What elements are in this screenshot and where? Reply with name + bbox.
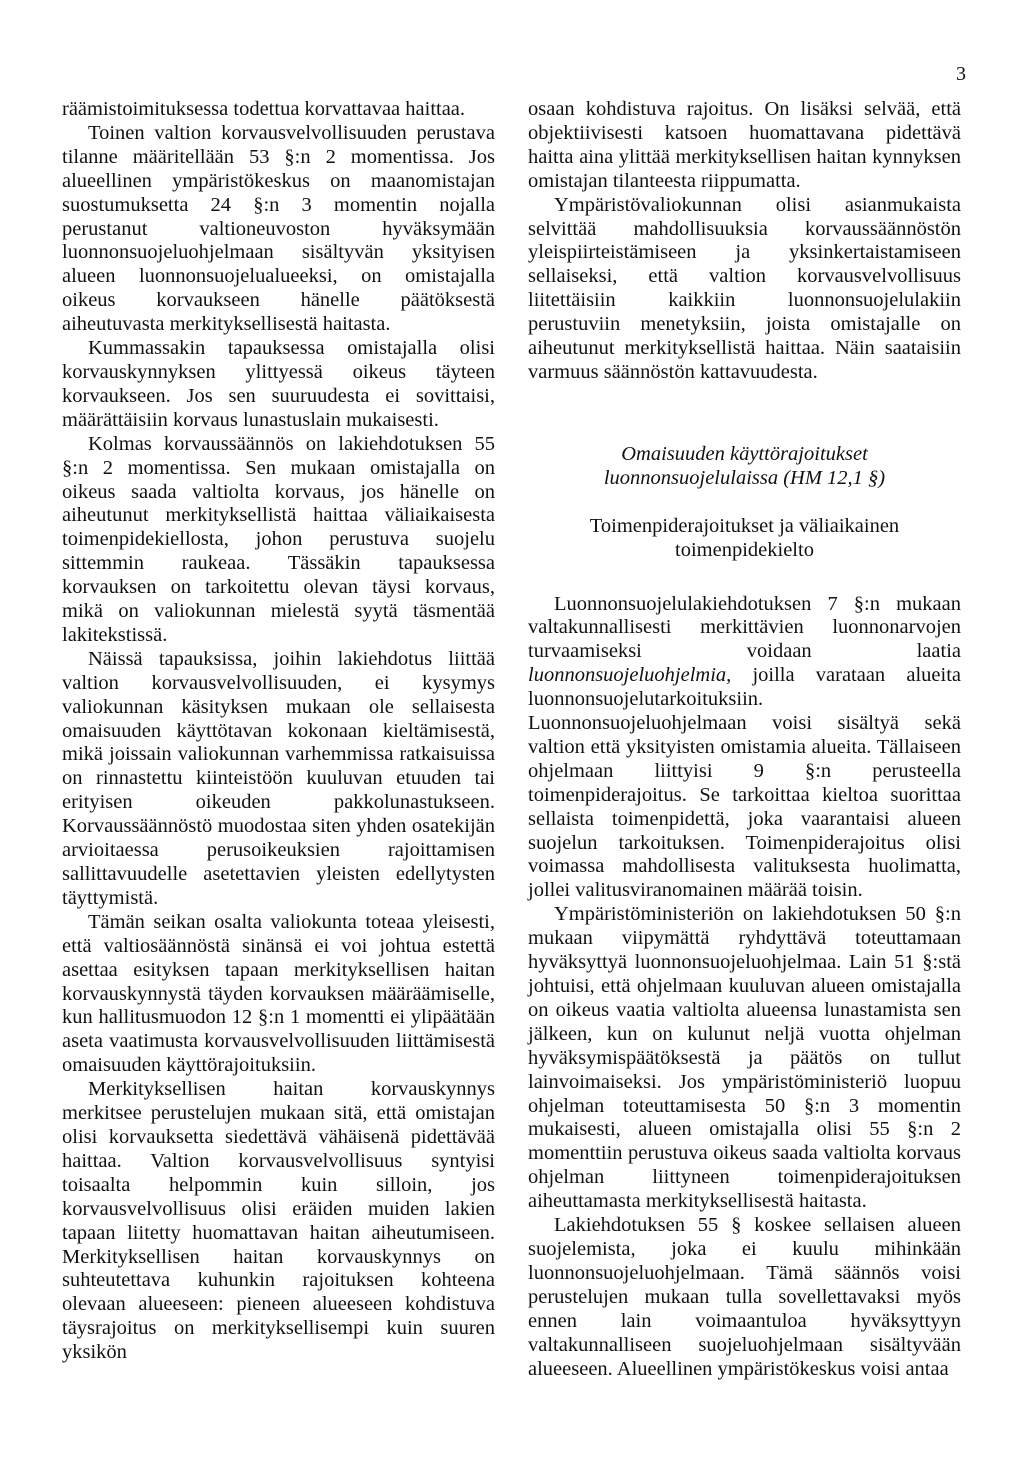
paragraph: räämistoimituksessa todettua korvattavaa haittaa. [62,98,466,120]
section-title: Omaisuuden käyttörajoitukset luonnonsuojelulaissa (HM 12,1 §) [603,442,886,489]
subsection-title: Toimenpiderajoitukset ja väliaikainen toimenpidekielto [589,514,900,561]
paragraph: osaan kohdistuva rajoitus. On lisäksi selvää, että objektiivisesti katsoen huomattavana pidettävä haitta aina ylittää merkityksellisen haitan kynnyksen omistajan tilanteesta riippumatta. [528,98,961,192]
paragraph: Merkityksellisen haitan korvauskynnys merkitsee perustelujen mukaan sitä, että omistajan olisi korvauksetta siedettävä vähäisenä pidettävää haittaa. Valtion korvausvelvollisuus syntyisi toisaalta helpommin kuin silloin, jos korvausvelvollisuus olisi eräiden muiden lakien tapaan liitetty huomattavan haitan aiheutumiseen. Merkityksellisen haitan korvauskynnys on suhteutettava kuhunkin rajoituksen kohteena olevaan alueeseen: pieneen alueeseen kohdistuva täysrajoitus on merkityksellisempi kuin suuren yksikön [62,1078,495,1364]
emphasis-text: luonnonsuojeluohjelmia, [528,664,732,687]
paragraph: Ympäristöministeriön on lakiehdotuksen 50 §:n mukaan viipymättä ryhdyttävä toteuttamaan hyväksyttyä luonnonsuojeluohjelmaa. Lain 51 §:stä johtuisi, että ohjelmaan kuuluvan alueen omistajalla on oikeus vaatia valtiolta alueensa lunastamista sen jälkeen, kun on kulunut neljä vuotta ohjelman hyväksymispäätöksestä ja päätös on tullut lainvoimaiseksi. Jos ympäristöministeriö luopuu ohjelman toteuttamisesta 50 §:n 3 momentin mukaisesti, alueen omistajalla olisi 55 §:n 2 momenttiin perustuva oikeus saada valtiolta korvaus ohjelman liittyneen toimenpiderajoituksen aiheuttamasta merkityksellisestä haitasta. [528,903,961,1213]
paragraph [528,593,961,904]
left-column [62,98,495,1365]
right-column [528,98,961,1381]
paragraph: Näissä tapauksissa, joihin lakiehdotus liittää valtion korvausvelvollisuuden, ei kysymys valiokunnan käsityksen mukaan ole sellaisesta omaisuuden käyttötavan kokonaan kieltämisestä, mikä joissain valiokunnan varhemmissa ratkaisuissa on rinnastettu kiinteistöön kuuluvan etuuden tai erityisen oikeuden pakkolunastukseen. Korvaussäännöstö muodostaa siten yhden osatekijän arvioitaessa perusoikeuksien rajoittamisen sallittavuudelle asetettavien yleisten edellytysten täyttymistä. [62,647,495,909]
paragraph: Ympäristövaliokunnan olisi asianmukaista selvittää mahdollisuuksia korvaussäännöstön yleispiirteistämiseen ja yksinkertaistamiseen sellaiseksi, että valtion korvausvelvollisuus liitettäisiin kaikkiin luonnonsuojelulakiin perustuviin menetyksiin, joista omistajalle on aiheutunut merkityksellistä haittaa. Näin saataisiin varmuus säännöstön kattavuudesta. [528,193,961,383]
paragraph: Tämän seikan osalta valiokunta toteaa yleisesti, että valtiosäännöstä sinänsä ei voi johtua estettä asettaa esityksen tapaan merkityksellisen haitan korvauskynnystä täyden korvauksen määräämiselle, kun hallitusmuodon 12 §:n 1 momentti ei ylipäätään aseta vaatimusta korvausvelvollisuuden liittämisestä omaisuuden käyttörajoituksiin. [62,910,495,1077]
page-number: 3 [956,63,966,85]
paragraph: Kolmas korvaussäännös on lakiehdotuksen 55 §:n 2 momentissa. Sen mukaan omistajalla on oikeus saada valtiolta korvaus, jos hänelle on aiheutunut merkityksellistä haittaa väliaikaisesta toimenpidekiellosta, johon perustuva suojelu sittemmin raukeaa. Tässäkin tapauksessa korvauksen on tarkoitettu olevan täysi korvaus, mikä on valiokunnan mielestä syytä täsmentää lakitekstissä. [62,432,495,646]
paragraph: Lakiehdotuksen 55 § koskee sellaisen alueen suojelemista, joka ei kuulu mihinkään luonnonsuojeluohjelmaan. Tämä säännös voisi perustelujen mukaan tulla sovellettavaksi myös ennen lain voimaantuloa hyväksyttyyn valtakunnalliseen suojeluohjelmaan sisältyvään alueeseen. Alueellinen ympäristökeskus voisi antaa [528,1214,961,1380]
text-run: Luonnonsuojelulakiehdotuksen 7 §:n mukaan valtakunnallisesti merkittävien luonnonarvojen turvaamiseksi voidaan laatia [528,592,961,663]
text-run: joilla varataan alueita luonnonsuojelutarkoituksiin. Luonnonsuojeluohjelmaan voisi sisältyä sekä valtion että yksityisten omistamia alueita. Tällaiseen ohjelmaan liittyisi 9 §:n perusteella toimenpiderajoitus. Se tarkoittaa kieltoa suorittaa sellaista toimenpidettä, joka vaarantaisi alueen suojelun tarkoituksen. Toimenpiderajoitus olisi voimassa mahdollisesta valituksesta huolimatta, jollei valitusviranomainen määrää toisin. [528,664,961,902]
paragraph: Toinen valtion korvausvelvollisuuden perustava tilanne määritellään 53 §:n 2 momentissa. Jos alueellinen ympäristökeskus on maanomistajan suostumuksetta 24 §:n 3 momentin nojalla perustanut valtioneuvoston hyväksymään luonnonsuojeluohjelmaan sisältyvän yksityisen alueen luonnonsuojelualueeksi, on omistajalla oikeus korvaukseen hänelle päätöksestä aiheutuvasta merkityksellisestä haitasta. [62,121,495,336]
paragraph: Kummassakin tapauksessa omistajalla olisi korvauskynnyksen ylittyessä oikeus täyteen korvaukseen. Jos sen suuruudesta ei sovittaisi, määrättäisiin korvaus lunastuslain mukaisesti. [62,337,495,431]
